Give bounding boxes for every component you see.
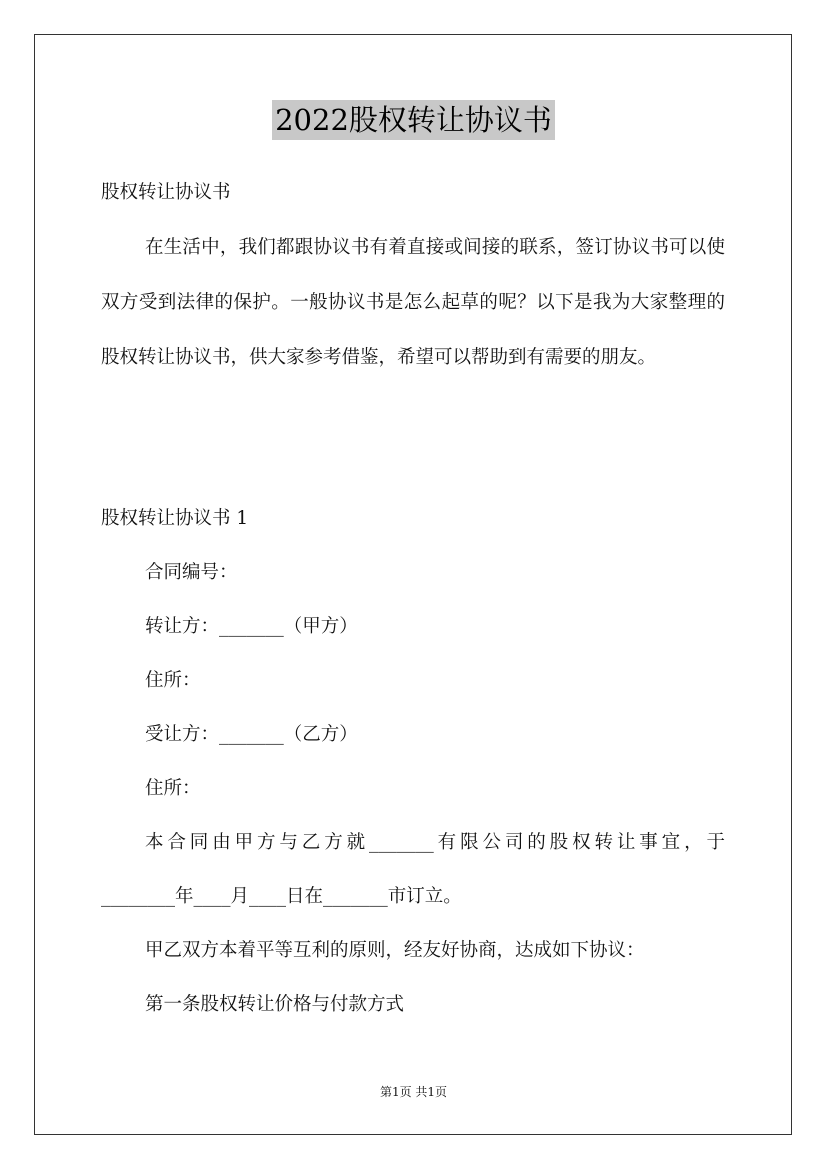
transferee-address-line: 住所： [145,778,201,799]
contract-clause-line-2: ________年____月____日在_______市订立。 [101,886,462,907]
intro-paragraph: 在生活中，我们都跟协议书有着直接或间接的联系，签订协议书可以使双方受到法律的保护。一般协议书是怎么起草的呢？以下是我为大家整理的股权转让协议书，供大家参考借鉴，希望可以帮助到有需要的朋友。 [101,237,725,368]
contract-clause-line-1: 本合同由甲方与乙方就_______有限公司的股权转让事宜，于 [145,832,725,853]
section-heading-2: 股权转让协议书 1 [101,508,249,529]
transferee-line: 受让方：_______（乙方） [145,724,358,745]
transferor-address-line: 住所： [145,670,201,691]
title-container [0,100,827,140]
contract-number-line: 合同编号： [145,562,238,583]
agreement-line: 甲乙双方本着平等互利的原则，经友好协商，达成如下协议： [145,940,645,961]
section-heading-1: 股权转让协议书 [101,182,231,203]
page-footer: 第1页 共1页 [379,1085,448,1099]
document-title: 2022股权转让协议书 [272,100,555,140]
transferor-line: 转让方：_______（甲方） [145,616,358,637]
article-1-heading: 第一条股权转让价格与付款方式 [145,994,405,1015]
